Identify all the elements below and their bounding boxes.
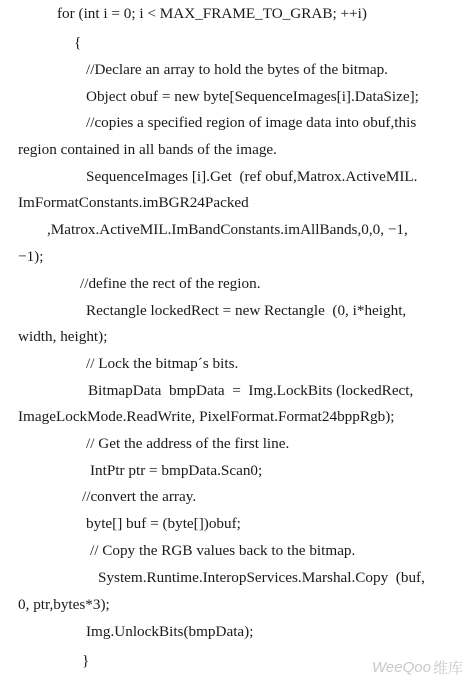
code-line-open-brace: { (74, 34, 82, 51)
code-line-get-call: SequenceImages [i].Get (ref obuf,Matrox.ActiveMIL. (86, 168, 418, 185)
code-line-marshal-copy: System.Runtime.InteropServices.Marshal.Copy (buf, (98, 569, 425, 586)
code-line-get-end: −1); (18, 248, 44, 265)
code-line-rectangle: Rectangle lockedRect = new Rectangle (0, i*height, (86, 302, 407, 319)
code-line-marshal-args: 0, ptr,bytes*3); (18, 596, 110, 613)
code-line-unlockbits: Img.UnlockBits(bmpData); (86, 623, 254, 640)
code-line-comment-declare: //Declare an array to hold the bytes of the bitmap. (86, 61, 388, 78)
code-line-comment-address: // Get the address of the first line. (86, 435, 290, 452)
code-line-lockbits-args: ImageLockMode.ReadWrite, PixelFormat.Format24bppRgb); (18, 408, 395, 425)
code-line-format-constants: ImFormatConstants.imBGR24Packed (18, 194, 249, 211)
code-line-comment-copies: //copies a specified region of image data into obuf,this (86, 114, 417, 131)
code-line-band-constants: ,Matrox.ActiveMIL.ImBandConstants.imAllBands,0,0, −1, (47, 221, 408, 238)
code-line-comment-define-rect: //define the rect of the region. (80, 275, 261, 292)
code-line-lockbits: BitmapData bmpData = Img.LockBits (lockedRect, (88, 382, 414, 399)
code-line-obuf: Object obuf = new byte[SequenceImages[i].DataSize]; (86, 88, 419, 105)
code-line-rectangle-end: width, height); (18, 328, 108, 345)
weeqoo-watermark (372, 656, 463, 678)
code-line-intptr: IntPtr ptr = bmpData.Scan0; (90, 462, 263, 479)
code-line-comment-region: region contained in all bands of the image. (18, 141, 277, 158)
code-line-byte-buf: byte[] buf = (byte[])obuf; (86, 515, 241, 532)
code-line-comment-copy-rgb: // Copy the RGB values back to the bitmap. (90, 542, 356, 559)
code-line-for-loop: for (int i = 0; i < MAX_FRAME_TO_GRAB; ++i) (57, 5, 367, 22)
code-line-comment-convert: //convert the array. (82, 488, 197, 505)
watermark-text: WeeQoo (372, 658, 431, 676)
code-line-close-brace: } (82, 652, 90, 669)
watermark-text-zh: 维库 (432, 659, 463, 677)
code-line-comment-lock: // Lock the bitmap´s bits. (86, 355, 239, 372)
